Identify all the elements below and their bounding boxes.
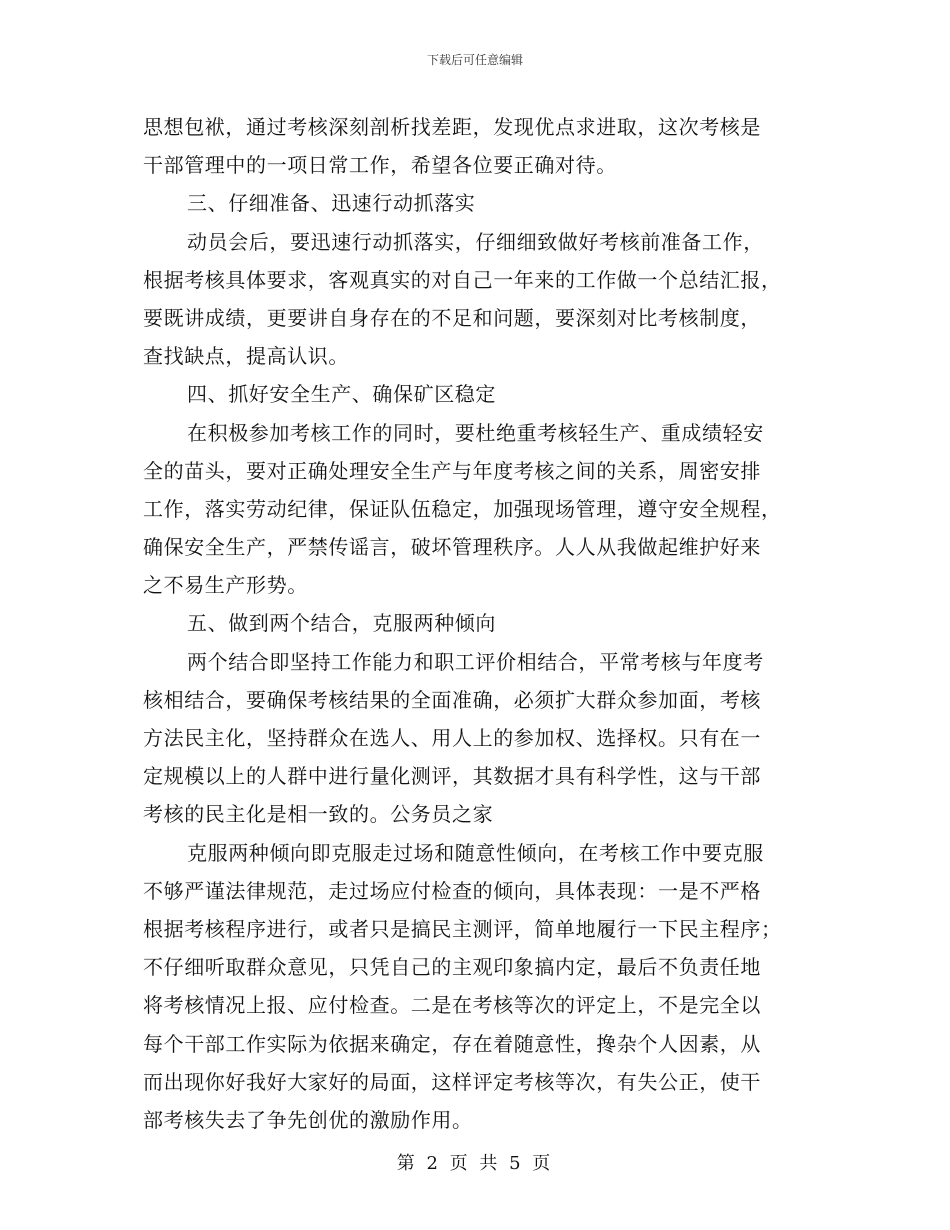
paragraph-line: 要既讲成绩，更要讲自身存在的不足和问题，要深刻对比考核制度， bbox=[143, 305, 761, 330]
paragraph-line-indented: 动员会后，要迅速行动抓落实，仔细细致做好考核前准备工作， bbox=[187, 229, 764, 254]
page-footer: 第 2 页 共 5 页 bbox=[396, 1153, 554, 1174]
document-body bbox=[143, 108, 807, 1139]
paragraph-line: 方法民主化，坚持群众在选人、用人上的参加权、选择权。只有在一 bbox=[143, 726, 761, 750]
paragraph-line: 干部管理中的一项日常工作，希望各位要正确对待。 bbox=[143, 153, 617, 178]
paragraph-line: 每个干部工作实际为依据来确定，存在着随意性，搀杂个人因素，从 bbox=[143, 1031, 761, 1056]
paragraph-line: 根据考核程序进行，或者只是搞民主测评，简单地履行一下民主程序； bbox=[143, 916, 782, 941]
paragraph-line: 核相结合，要确保考核结果的全面准确，必须扩大群众参加面，考核 bbox=[143, 687, 761, 712]
paragraph-line: 思想包袱，通过考核深刻剖析找差距，发现优点求进取，这次考核是 bbox=[143, 115, 761, 139]
paragraph-line: 根据考核具体要求，客观真实的对自己一年来的工作做一个总结汇报， bbox=[143, 267, 782, 292]
paragraph-line: 将考核情况上报、应付检查。二是在考核等次的评定上，不是完全以 bbox=[143, 993, 761, 1018]
paragraph-line-indented: 四、抓好安全生产、确保矿区稳定 bbox=[187, 382, 496, 407]
paragraph-line: 不仔细听取群众意见，只凭自己的主观印象搞内定，最后不负责任地 bbox=[143, 955, 761, 980]
paragraph-line-indented: 五、做到两个结合，克服两种倾向 bbox=[187, 611, 496, 636]
page-header: 下载后可任意编辑 bbox=[426, 53, 523, 67]
paragraph-line: 确保安全生产，严禁传谣言，破坏管理秩序。人人从我做起维护好来 bbox=[143, 535, 761, 560]
paragraph-line: 定规模以上的人群中进行量化测评，其数据才具有科学性，这与干部 bbox=[143, 764, 761, 789]
paragraph-line-indented: 两个结合即坚持工作能力和职工评价相结合，平常考核与年度考 bbox=[187, 649, 764, 674]
paragraph-line: 考核的民主化是相一致的。公务员之家 bbox=[143, 802, 494, 827]
paragraph-line: 全的苗头，要对正确处理安全生产与年度考核之间的关系，周密安排 bbox=[143, 458, 761, 483]
paragraph-line: 查找缺点，提高认识。 bbox=[143, 344, 349, 369]
paragraph-line: 而出现你好我好大家好的局面，这样评定考核等次，有失公正，使干 bbox=[143, 1069, 761, 1094]
paragraph-line-indented: 克服两种倾向即克服走过场和随意性倾向，在考核工作中要克服 bbox=[187, 840, 764, 865]
paragraph-line-indented: 在积极参加考核工作的同时，要杜绝重考核轻生产、重成绩轻安 bbox=[187, 420, 764, 445]
paragraph-line: 部考核失去了争先创优的激励作用。 bbox=[143, 1107, 473, 1132]
paragraph-line: 工作，落实劳动纪律，保证队伍稳定，加强现场管理，遵守安全规程， bbox=[143, 496, 782, 521]
paragraph-line-indented: 三、仔细准备、迅速行动抓落实 bbox=[187, 191, 476, 216]
paragraph-line: 之不易生产形势。 bbox=[143, 573, 308, 598]
paragraph-line: 不够严谨法律规范，走过场应付检查的倾向，具体表现：一是不严格 bbox=[143, 878, 761, 903]
